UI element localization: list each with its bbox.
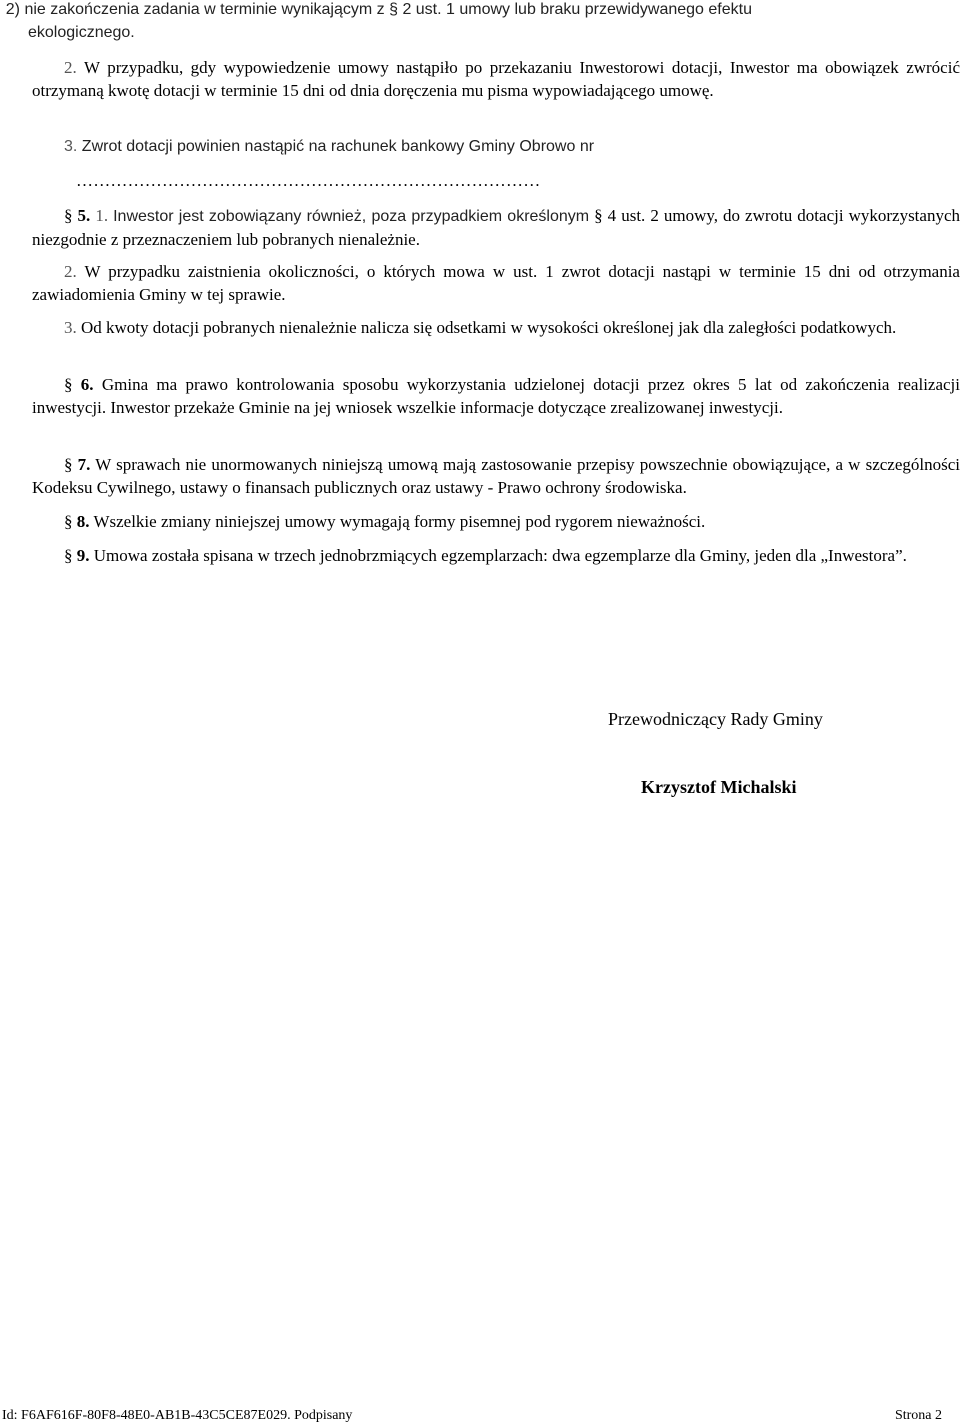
section-8: § 8. Wszelkie zmiany niniejszej umowy wymagają formy pisemnej pod rygorem nieważności.: [64, 512, 706, 531]
section-6: § 6. Gmina ma prawo kontrolowania sposobu wykorzystania udzielonej dotacji przez okres 5 lat od zakończenia realizacji inwestycji. Inwestor przekaże Gminie na jej wniosek wszelkie informacje dotyczące zrealizowanej inwestycji.: [32, 375, 960, 417]
section-5-paragraph-3: 3. Od kwoty dotacji pobranych nienależnie nalicza się odsetkami w wysokości określonej jak dla zaległości podatkowych.: [64, 318, 897, 337]
section-5-paragraph-2: 2. W przypadku zaistnienia okoliczności, o których mowa w ust. 1 zwrot dotacji nastąpi w terminie 15 dni od otrzymania zawiadomienia Gminy w tej sprawie.: [32, 262, 960, 304]
signature-role: Przewodniczący Rady Gminy: [608, 709, 823, 729]
section-7: § 7. W sprawach nie unormowanych niniejszą umową mają zastosowanie przepisy powszechnie obowiązujące, a w szczególności Kodeksu Cywilnego, ustawy o finansach publicznych oraz ustawy - Prawo ochrony środowiska.: [32, 455, 960, 497]
signature-name: Krzysztof Michalski: [641, 777, 797, 797]
paragraph-termination-2: 2. W przypadku, gdy wypowiedzenie umowy nastąpiło po przekazaniu Inwestorowi dotacji, Inwestor ma obowiązek zwrócić otrzymaną kwotę dotacji w terminie 15 dni od dnia doręczenia mu pisma wypowiadającego umowę.: [32, 58, 960, 100]
section-9: § 9. Umowa została spisana w trzech jednobrzmiących egzemplarzach: dwa egzemplarze dla Gminy, jeden dla „Inwestora”.: [64, 546, 907, 565]
document-id: Id: F6AF616F-80F8-48E0-AB1B-43C5CE87E029. Podpisany: [2, 1408, 353, 1423]
section-5-paragraph-1: § 5. 1. Inwestor jest zobowiązany również, poza przypadkiem określonym § 4 ust. 2 umowy, do zwrotu dotacji wykorzystanych niezgodnie z przeznaczeniem lub pobranych nienależnie.: [32, 206, 960, 249]
list-item-2: 2) nie zakończenia zadania w terminie wynikającym z § 2 ust. 1 umowy lub braku przewidywanego efektu ekologicznego.: [5, 1, 752, 41]
paragraph-bank-account: 3. Zwrot dotacji powinien nastąpić na rachunek bankowy Gminy Obrowo nr: [64, 138, 595, 155]
page-number: Strona 2: [894, 1408, 942, 1423]
account-number-placeholder: ………………………………………………………………………: [76, 171, 541, 190]
